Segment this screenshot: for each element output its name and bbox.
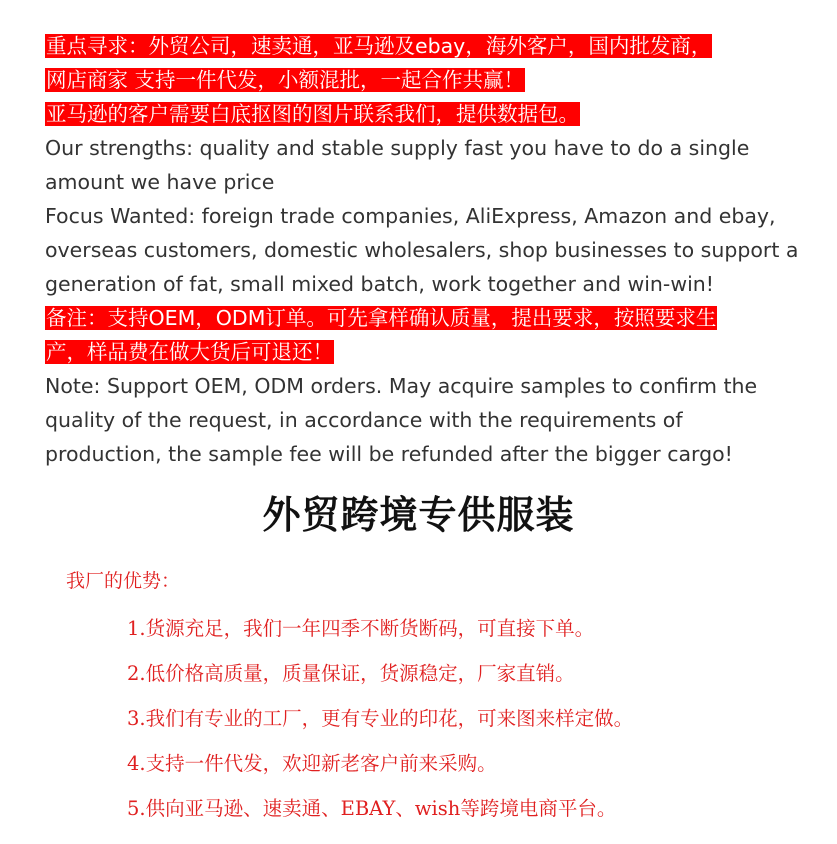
wanted-line-2: 网店商家 支持一件代发，小额混批，一起合作共赢！ [46,68,525,92]
advantage-item: 2.低价格高质量，质量保证，货源稳定，厂家直销。 [127,662,575,685]
remark-line-2: 产，样品费在做大货后可退还！ [46,340,333,364]
remark-line-1: 备注：支持OEM，ODM订单。可先拿样确认质量，提出要求，按照要求生 [46,306,717,330]
wanted-line-1: 重点寻求：外贸公司，速卖通，亚马逊及ebay，海外客户，国内批发商， [46,34,712,58]
advantage-item: 1.货源充足，我们一年四季不断货断码，可直接下单。 [127,617,595,640]
advantage-item: 5.供向亚马逊、速卖通、EBAY、wish等跨境电商平台。 [127,797,617,820]
advantages-heading: 我厂的优势： [66,570,181,592]
focus-text: Focus Wanted: foreign trade companies, AliExpress, Amazon and ebay, overseas customers, domestic wholesalers, shop businesses to support a generation of fat, small mixed batch, work together and win-win! [45,204,799,296]
advantage-item: 4.支持一件代发，欢迎新老客户前来采购。 [127,752,497,775]
advantages-list [127,612,633,837]
product-notice [45,29,805,471]
banner-title: 外贸跨境专供服装 [262,492,575,537]
wanted-line-3: 亚马逊的客户需要白底抠图的图片联系我们，提供数据包。 [46,102,579,126]
note-text: Note: Support OEM, ODM orders. May acquire samples to confirm the quality of the request, in accordance with the requirements of production, the sample fee will be refunded after the bigger cargo! [45,374,758,466]
strengths-text: Our strengths: quality and stable supply fast you have to do a single amount we have price [45,136,750,194]
advantage-item: 3.我们有专业的工厂，更有专业的印花，可来图来样定做。 [127,707,634,730]
